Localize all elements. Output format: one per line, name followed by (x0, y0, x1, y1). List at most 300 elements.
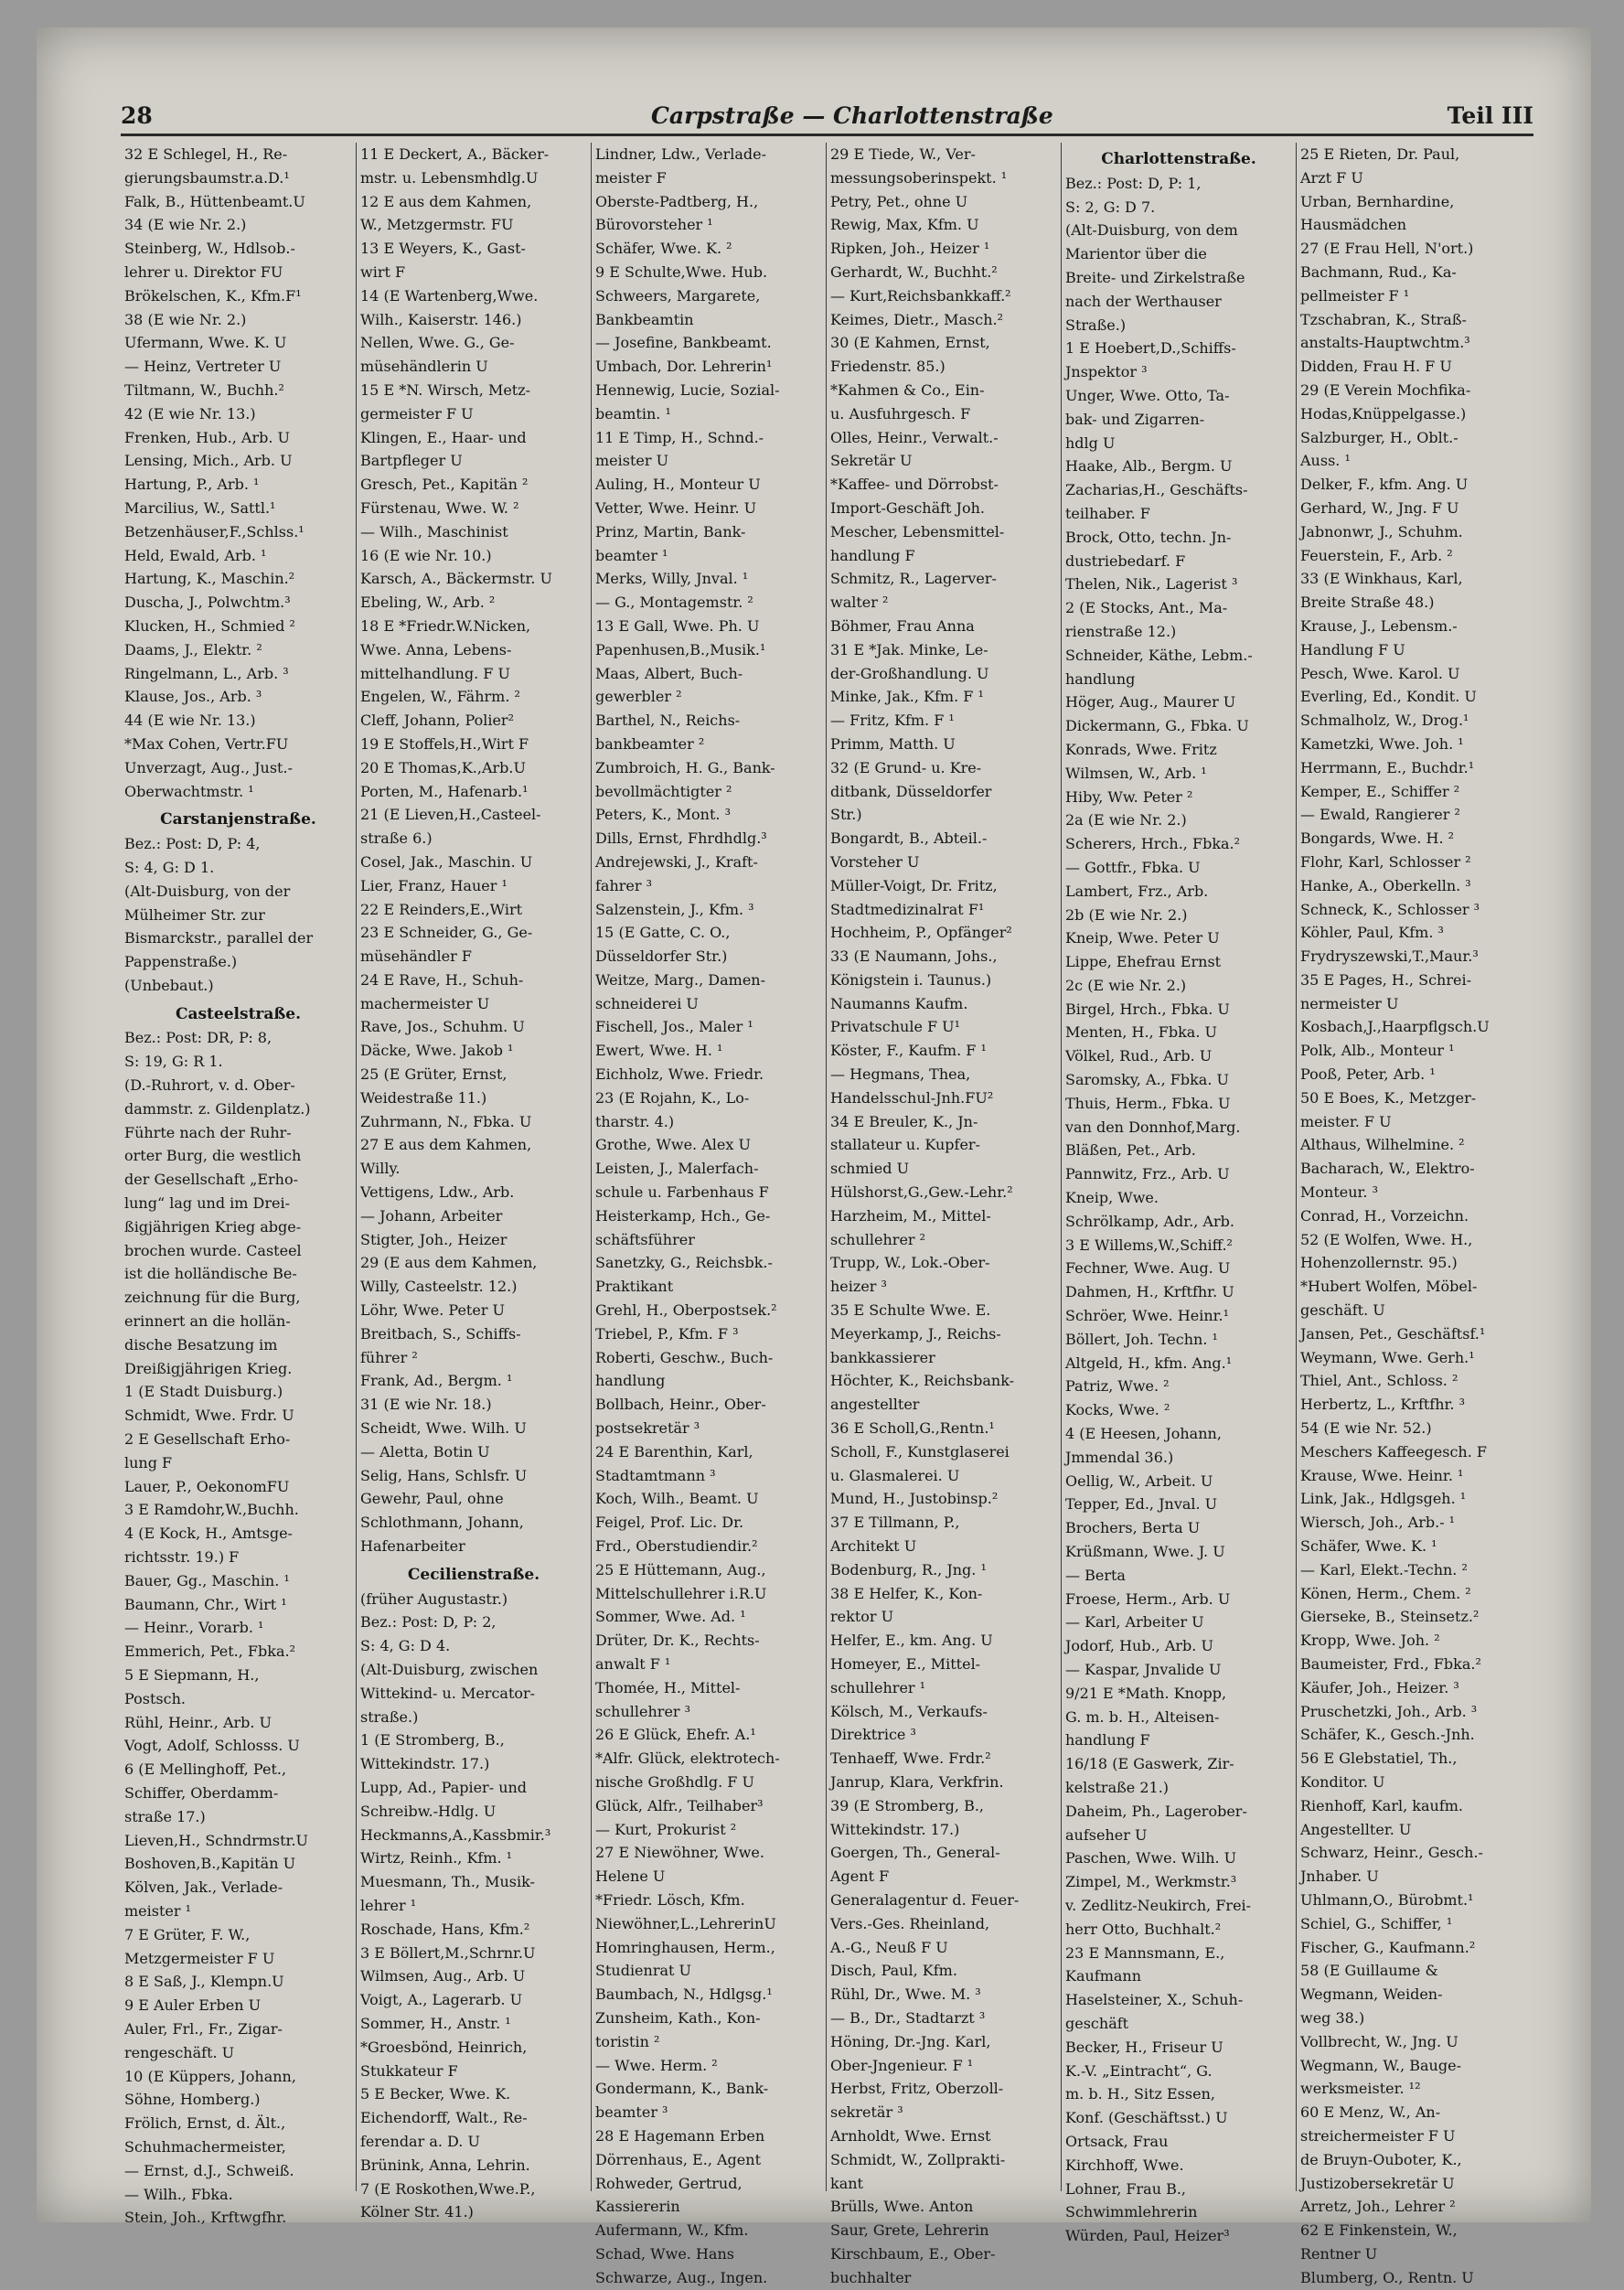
directory-entry: Daams, J., Elektr. ² (124, 640, 262, 658)
directory-entry: 7 (E Roskothen,Wwe.P., (360, 2179, 536, 2198)
directory-entry: Bongardt, B., Abteil.- (830, 829, 988, 848)
directory-entry: (Unbebaut.) (124, 976, 214, 994)
directory-entry: Wwe. Anna, Lebens- (360, 640, 512, 658)
directory-entry: Vollbrecht, W., Jng. U (1300, 2032, 1458, 2050)
directory-entry: Gondermann, K., Bank- (595, 2080, 769, 2098)
directory-entry: Straße.) (1065, 316, 1127, 334)
directory-entry: streichermeister F U (1300, 2126, 1456, 2145)
directory-entry: Hennewig, Lucie, Sozial- (595, 380, 780, 399)
directory-entry: Willy, Casteelstr. 12.) (360, 1278, 518, 1296)
directory-entry: meister ¹ (124, 1901, 192, 1920)
directory-entry: teilhaber. F (1065, 504, 1150, 522)
directory-entry: Bez.: Post: DR, P: 8, (124, 1029, 272, 1047)
directory-entry: Ringelmann, L., Arb. ³ (124, 664, 289, 682)
directory-entry: Str.) (830, 806, 862, 824)
directory-entry: 1 E Hoebert,D.,Schiffs- (1065, 339, 1236, 358)
directory-entry: 29 (E aus dem Kahmen, (360, 1254, 538, 1272)
directory-entry: (Alt-Duisburg, von der (124, 882, 291, 900)
directory-entry: 22 E Reinders,E.,Wirt (360, 900, 523, 918)
directory-entry: beamter ³ (595, 2103, 668, 2122)
directory-entry: Eichendorff, Walt., Re- (360, 2109, 528, 2127)
directory-entry: 8 E Saß, J., Klempn.U (124, 1973, 284, 1991)
directory-entry: — Karl, Arbeiter U (1065, 1613, 1204, 1632)
directory-entry: Schad, Wwe. Hans (595, 2244, 734, 2263)
page-number: 28 (121, 102, 153, 129)
directory-entry: Merks, Willy, Jnval. ¹ (595, 570, 749, 588)
directory-entry: 16/18 (E Gaswerk, Zir- (1065, 1755, 1234, 1773)
directory-entry: müsehändlerin U (360, 358, 488, 376)
directory-entry: Schreibw.-Hdlg. U (360, 1802, 497, 1820)
directory-entry: Meyerkamp, J., Reichs- (830, 1324, 1001, 1343)
directory-entry: Marcilius, W., Sattl.¹ (124, 498, 276, 517)
directory-entry: 24 E Rave, H., Schuh- (360, 970, 524, 989)
column-3 (591, 143, 826, 2286)
directory-entry: straße.) (360, 1707, 419, 1726)
directory-entry: Schäfer, K., Gesch.-Jnh. (1300, 1726, 1475, 1744)
directory-entry: Rühl, Heinr., Arb. U (124, 1713, 272, 1731)
directory-entry: 25 (E Grüter, Ernst, (360, 1065, 508, 1084)
directory-entry: Flohr, Karl, Schlosser ² (1300, 852, 1471, 871)
directory-entry: — G., Montagemstr. ² (595, 594, 753, 612)
directory-entry: S: 4, G: D 1. (124, 858, 215, 876)
directory-entry: Vers.-Ges. Rheinland, (830, 1914, 990, 1932)
directory-entry: Arzt F U (1300, 168, 1363, 187)
directory-entry: Karsch, A., Bäckermstr. U (360, 570, 553, 588)
directory-entry: Umbach, Dor. Lehrerin¹ (595, 358, 773, 376)
directory-entry: Baumeister, Frd., Fbka.² (1300, 1655, 1481, 1673)
directory-entry: Salzburger, H., Oblt.- (1300, 428, 1458, 446)
directory-entry: Ober-Jngenieur. F ¹ (830, 2056, 974, 2074)
directory-entry: Delker, F., kfm. Ang. U (1300, 476, 1469, 494)
directory-entry: Schwimmlehrerin (1065, 2203, 1198, 2221)
directory-entry: Tzschabran, K., Straß- (1300, 310, 1467, 328)
street-heading: Casteelstraße. (175, 1004, 302, 1023)
directory-entry: Schröer, Wwe. Heinr.¹ (1065, 1307, 1230, 1325)
directory-entry: Kölven, Jak., Verlade- (124, 1878, 283, 1897)
directory-entry: Janrup, Klara, Verkfrin. (830, 1772, 1004, 1791)
directory-entry: Kirchhoff, Wwe. (1065, 2156, 1184, 2174)
directory-entry: Fischell, Jos., Maler ¹ (595, 1018, 753, 1036)
directory-entry: 2a (E wie Nr. 2.) (1065, 811, 1187, 829)
directory-entry: (früher Augustastr.) (360, 1589, 508, 1608)
directory-entry: Konf. (Geschäftsst.) U (1065, 2109, 1228, 2127)
directory-entry: *Max Cohen, Vertr.FU (124, 734, 289, 753)
directory-entry: Heisterkamp, Hch., Ge- (595, 1206, 771, 1225)
directory-entry: 33 (E Naumann, Johs., (830, 947, 998, 966)
directory-entry: Hiby, Ww. Peter ² (1065, 787, 1193, 806)
directory-entry: van den Donnhof,Marg. (1065, 1118, 1241, 1136)
directory-entry: 9/21 E *Math. Knopp, (1065, 1684, 1227, 1702)
directory-entry: Barthel, N., Reichs- (595, 712, 741, 730)
directory-entry: Mescher, Lebensmittel- (830, 522, 1005, 540)
directory-entry: Cosel, Jak., Maschin. U (360, 852, 533, 871)
column-2 (356, 143, 591, 2221)
directory-entry: 2 E Gesellschaft Erho- (124, 1430, 291, 1449)
directory-entry: Privatschule F U¹ (830, 1018, 961, 1036)
directory-entry: 2b (E wie Nr. 2.) (1065, 905, 1188, 924)
directory-entry: Wilh., Kaiserstr. 146.) (360, 310, 522, 328)
directory-entry: Gresch, Pet., Kapitän ² (360, 476, 529, 494)
directory-entry: — Ernst, d.J., Schweiß. (124, 2161, 294, 2179)
directory-entry: Vogt, Adolf, Schlosss. U (124, 1737, 300, 1755)
directory-entry: Justizobersekretär U (1300, 2174, 1455, 2192)
directory-entry: Auling, H., Monteur U (595, 476, 761, 494)
directory-entry: Schmidt, W., Zollprakti- (830, 2150, 1006, 2168)
directory-entry: 58 (E Guillaume & (1300, 1962, 1438, 1980)
directory-entry: Saromsky, A., Fbka. U (1065, 1071, 1229, 1089)
directory-entry: orter Burg, die westlich (124, 1147, 302, 1165)
directory-entry: 15 (E Gatte, C. O., (595, 924, 731, 942)
directory-entry: kant (830, 2174, 863, 2192)
directory-entry: G. m. b. H., Alteisen- (1065, 1707, 1220, 1726)
directory-entry: Frölich, Ernst, d. Ält., (124, 2114, 286, 2133)
directory-entry: Zimpel, M., Werkmstr.³ (1065, 1873, 1237, 1891)
directory-entry: 26 E Glück, Ehefr. A.¹ (595, 1726, 756, 1744)
directory-entry: Friedenstr. 85.) (830, 358, 946, 376)
directory-entry: 20 E Thomas,K.,Arb.U (360, 758, 526, 776)
directory-entry: — Fritz, Kfm. F ¹ (830, 712, 955, 730)
directory-entry: Didden, Frau H. F U (1300, 358, 1452, 376)
directory-entry: Papenhusen,B.,Musik.¹ (595, 640, 766, 658)
directory-entry: 13 E Weyers, K., Gast- (360, 240, 526, 258)
directory-entry: ditbank, Düsseldorfer (830, 782, 992, 800)
directory-entry: 6 (E Mellinghoff, Pet., (124, 1760, 287, 1779)
directory-entry: Jodorf, Hub., Arb. U (1065, 1637, 1213, 1655)
directory-entry: Bankbeamtin (595, 310, 694, 328)
directory-entry: Bacharach, W., Elektro- (1300, 1160, 1475, 1178)
directory-entry: Jansen, Pet., Geschäftsf.¹ (1300, 1324, 1486, 1343)
directory-entry: Kneip, Wwe. (1065, 1189, 1159, 1207)
directory-entry: Könen, Herm., Chem. ² (1300, 1584, 1471, 1602)
directory-entry: Metzgermeister F U (124, 1949, 275, 1967)
directory-entry: Maas, Albert, Buch- (595, 664, 743, 682)
directory-entry: sekretär ³ (830, 2103, 903, 2122)
directory-entry: — Gottfr., Fbka. U (1065, 858, 1201, 876)
directory-entry: Bartpfleger U (360, 452, 463, 470)
directory-entry: 28 E Hagemann Erben (595, 2126, 765, 2145)
directory-entry: 10 (E Küppers, Johann, (124, 2067, 296, 2085)
directory-entry: Schneck, K., Schlosser ³ (1300, 900, 1480, 918)
directory-entry: Brochers, Berta U (1065, 1519, 1201, 1537)
directory-entry: 36 E Scholl,G.,Rentn.¹ (830, 1419, 995, 1438)
directory-entry: Marientor über die (1065, 245, 1207, 263)
directory-entry: beamtin. ¹ (595, 404, 671, 423)
directory-entry: Wilmsen, Aug., Arb. U (360, 1967, 526, 1985)
directory-entry: Söhne, Homberg.) (124, 2091, 261, 2109)
directory-entry: Konditor. U (1300, 1772, 1385, 1791)
directory-entry: Praktikant (595, 1278, 674, 1296)
directory-entry: Mittelschullehrer i.R.U (595, 1584, 767, 1602)
directory-entry: Eichholz, Wwe. Friedr. (595, 1065, 764, 1084)
directory-entry: 4 (E Heesen, Johann, (1065, 1425, 1222, 1443)
directory-entry: 60 E Menz, W., An- (1300, 2103, 1441, 2122)
directory-entry: — Johann, Arbeiter (360, 1206, 503, 1225)
directory-entry: Kölsch, M., Verkaufs- (830, 1702, 988, 1720)
directory-entry: handlung F (830, 546, 915, 564)
directory-entry: 44 (E wie Nr. 13.) (124, 712, 256, 730)
directory-entry: Jnhaber. U (1300, 1867, 1379, 1886)
directory-entry: Lohner, Frau B., (1065, 2179, 1187, 2198)
directory-entry: Zuhrmann, N., Fbka. U (360, 1112, 532, 1130)
directory-entry: — Kurt, Prokurist ² (595, 1820, 737, 1838)
directory-entry: Tiltmann, W., Buchh.² (124, 380, 284, 399)
directory-entry: Weidestraße 11.) (360, 1088, 487, 1107)
directory-entry: Sommer, H., Anstr. ¹ (360, 2014, 511, 2032)
directory-entry: lung F (124, 1453, 173, 1471)
directory-entry: Altgeld, H., kfm. Ang.¹ (1065, 1354, 1233, 1372)
directory-entry: Birgel, Hrch., Fbka. U (1065, 1000, 1230, 1018)
directory-entry: Schuhmachermeister, (124, 2137, 286, 2156)
directory-entry: Postsch. (124, 1689, 186, 1707)
directory-entry: 50 E Boes, K., Metzger- (1300, 1088, 1477, 1107)
directory-entry: Wiersch, Joh., Arb.- ¹ (1300, 1514, 1456, 1532)
directory-entry: 32 E Schlegel, H., Re- (124, 145, 288, 163)
directory-entry: Konrads, Wwe. Fritz (1065, 740, 1217, 758)
directory-entry: Kropp, Wwe. Joh. ² (1300, 1632, 1440, 1650)
directory-entry: straße 6.) (360, 829, 433, 848)
directory-entry: Fechner, Wwe. Aug. U (1065, 1259, 1231, 1278)
directory-entry: erinnert an die hollän- (124, 1312, 291, 1331)
directory-entry: Andrejewski, J., Kraft- (595, 852, 758, 871)
directory-entry: 38 E Helfer, K., Kon- (830, 1584, 983, 1602)
directory-entry: Frydryszewski,T.,Maur.³ (1300, 947, 1479, 966)
directory-entry: Leisten, J., Malerfach- (595, 1160, 759, 1178)
directory-entry: Kemper, E., Schiffer ² (1300, 782, 1460, 800)
directory-entry: Jabnonwr, J., Schuhm. (1300, 522, 1463, 540)
directory-entry: Oberwachtmstr. ¹ (124, 782, 254, 800)
directory-entry: Trupp, W., Lok.-Ober- (830, 1254, 990, 1272)
directory-entry: Rühl, Dr., Wwe. M. ³ (830, 1985, 981, 2004)
directory-entry: 14 (E Wartenberg,Wwe. (360, 286, 539, 305)
directory-entry: Frank, Ad., Bergm. ¹ (360, 1372, 513, 1390)
directory-entry: Boshoven,B.,Kapitän U (124, 1855, 296, 1873)
directory-entry: Froese, Herm., Arb. U (1065, 1589, 1231, 1608)
column-5 (1061, 143, 1296, 2245)
directory-entry: Oellig, W., Arbeit. U (1065, 1471, 1213, 1490)
directory-entry: Schweers, Margarete, (595, 286, 761, 305)
directory-entry: S: 4, G: D 4. (360, 1637, 451, 1655)
directory-entry: Paschen, Wwe. Wilh. U (1065, 1849, 1237, 1867)
directory-entry: Ufermann, Wwe. K. U (124, 334, 287, 352)
directory-entry: Lieven,H., Schndrmstr.U (124, 1831, 309, 1849)
directory-entry: 54 (E wie Nr. 52.) (1300, 1419, 1432, 1438)
directory-entry: Baumbach, N., Hdlgsg.¹ (595, 1985, 773, 2004)
directory-entry: 2 (E Stocks, Ant., Ma- (1065, 599, 1228, 617)
directory-entry: Lier, Franz, Hauer ¹ (360, 876, 508, 894)
directory-entry: Grehl, H., Oberpostsek.² (595, 1301, 777, 1320)
directory-entry: u. Ausfuhrgesch. F (830, 404, 971, 423)
directory-entry: Daheim, Ph., Lagerober- (1065, 1802, 1247, 1820)
directory-entry: 23 (E Rojahn, K., Lo- (595, 1088, 750, 1107)
directory-entry: W., Metzgermstr. FU (360, 216, 514, 234)
directory-entry: 38 (E wie Nr. 2.) (124, 310, 247, 328)
directory-entry: Rewig, Max, Kfm. U (830, 216, 979, 234)
directory-entry: rengeschäft. U (124, 2043, 235, 2061)
directory-entry: S: 2, G: D 7. (1065, 198, 1156, 216)
directory-entry: meister. F U (1300, 1112, 1392, 1130)
directory-entry: Weitze, Marg., Damen- (595, 970, 766, 989)
column-4 (826, 143, 1061, 2286)
directory-entry: Bürovorsteher ¹ (595, 216, 713, 234)
directory-entry: Höchter, K., Reichsbank- (830, 1372, 1015, 1390)
directory-entry: Sekretär U (830, 452, 913, 470)
directory-entry: 11 E Timp, H., Schnd.- (595, 428, 764, 446)
directory-entry: v. Zedlitz-Neukirch, Frei- (1065, 1896, 1252, 1914)
directory-entry: Lensing, Mich., Arb. U (124, 452, 293, 470)
directory-entry: hdlg U (1065, 433, 1116, 452)
directory-entry: Pooß, Peter, Arb. ¹ (1300, 1065, 1436, 1084)
directory-entry: Mülheimer Str. zur (124, 905, 265, 924)
directory-entry: anstalts-Hauptwchtm.³ (1300, 334, 1470, 352)
directory-entry: Düsseldorfer Str.) (595, 947, 728, 966)
directory-entry: 7 E Grüter, F. W., (124, 1925, 251, 1943)
directory-entry: geschäft (1065, 2014, 1129, 2032)
directory-entry: Fischer, G., Kaufmann.² (1300, 1938, 1476, 1956)
directory-entry: Krause, Wwe. Heinr. ¹ (1300, 1466, 1464, 1484)
directory-entry: nermeister U (1300, 994, 1399, 1012)
directory-entry: 31 E *Jak. Minke, Le- (830, 640, 988, 658)
directory-entry: Monteur. ³ (1300, 1183, 1378, 1202)
directory-columns (121, 143, 1533, 2286)
directory-entry: Wittekind- u. Mercator- (360, 1684, 536, 1702)
directory-entry: Hanke, A., Oberkelln. ³ (1300, 876, 1471, 894)
directory-entry: Stein, Joh., Krftwgfhr. (124, 2209, 287, 2227)
directory-entry: toristin ² (595, 2032, 660, 2050)
directory-entry: Architekt U (830, 1537, 917, 1556)
directory-entry: (D.-Ruhrort, v. d. Ober- (124, 1076, 295, 1095)
page-title: Carpstraße — Charlottenstraße (651, 102, 1053, 129)
directory-entry: rektor U (830, 1608, 894, 1626)
directory-entry: Tepper, Ed., Jnval. U (1065, 1495, 1218, 1514)
directory-entry: Generalagentur d. Feuer- (830, 1890, 1020, 1909)
directory-entry: Höger, Aug., Maurer U (1065, 693, 1236, 712)
directory-entry: Schiffer, Oberdamm- (124, 1783, 279, 1802)
directory-entry: 35 E Schulte Wwe. E. (830, 1301, 991, 1320)
directory-entry: Thuis, Herm., Fbka. U (1065, 1094, 1231, 1112)
directory-entry: Althaus, Wilhelmine. ² (1300, 1136, 1465, 1154)
directory-entry: Hohenzollernstr. 95.) (1300, 1254, 1458, 1272)
directory-entry: Olles, Heinr., Verwalt.- (830, 428, 999, 446)
directory-entry: Lambert, Frz., Arb. (1065, 882, 1209, 900)
directory-entry: führer ² (360, 1348, 418, 1366)
directory-entry: Fürstenau, Wwe. W. ² (360, 498, 519, 517)
directory-entry: Patriz, Wwe. ² (1065, 1377, 1170, 1396)
directory-entry: Prinz, Martin, Bank- (595, 522, 746, 540)
directory-entry: Gerhardt, W., Buchht.² (830, 262, 998, 281)
directory-entry: Löhr, Wwe. Peter U (360, 1301, 506, 1320)
directory-entry: Müller-Voigt, Dr. Fritz, (830, 876, 998, 894)
directory-entry: Bismarckstr., parallel der (124, 929, 314, 947)
directory-entry: 3 E Ramdohr,W.,Buchh. (124, 1501, 299, 1519)
directory-entry: *Alfr. Glück, elektrotech- (595, 1750, 780, 1768)
directory-entry: Frenken, Hub., Arb. U (124, 428, 291, 446)
directory-entry: Uhlmann,O., Bürobmt.¹ (1300, 1890, 1474, 1909)
directory-entry: Goergen, Th., General- (830, 1844, 1000, 1862)
directory-entry: Brock, Otto, techn. Jn- (1065, 528, 1232, 546)
directory-entry: Bongards, Wwe. H. ² (1300, 829, 1455, 848)
directory-entry: Muesmann, Th., Musik- (360, 1873, 535, 1891)
directory-entry: 25 E Rieten, Dr. Paul, (1300, 145, 1460, 163)
directory-entry: 2c (E wie Nr. 2.) (1065, 976, 1187, 994)
directory-entry: Völkel, Rud., Arb. U (1065, 1047, 1213, 1065)
directory-entry: Baumann, Chr., Wirt ¹ (124, 1595, 287, 1613)
directory-entry: Schmidt, Wwe. Frdr. U (124, 1407, 294, 1425)
directory-entry: Käufer, Joh., Heizer. ³ (1300, 1678, 1459, 1696)
directory-entry: Arnholdt, Wwe. Ernst (830, 2126, 991, 2145)
directory-entry: Meschers Kaffeegesch. F (1300, 1442, 1487, 1461)
directory-entry: Zumbroich, H. G., Bank- (595, 758, 775, 776)
directory-entry: Scheidt, Wwe. Wilh. U (360, 1419, 527, 1438)
directory-entry: Rienhoff, Karl, kaufm. (1300, 1796, 1463, 1814)
directory-entry: Köster, F., Kaufm. F ¹ (830, 1042, 987, 1060)
directory-entry: Scherers, Hrch., Fbka.² (1065, 835, 1241, 853)
directory-entry: gierungsbaumstr.a.D.¹ (124, 168, 290, 187)
directory-entry: Pesch, Wwe. Karol. U (1300, 664, 1460, 682)
directory-entry: Höning, Dr.-Jng. Karl, (830, 2032, 991, 2050)
directory-entry: 37 E Tillmann, P., (830, 1514, 960, 1532)
street-heading: Cecilienstraße. (407, 1565, 540, 1584)
directory-entry: Gewehr, Paul, ohne (360, 1490, 504, 1508)
directory-entry: Königstein i. Taunus.) (830, 970, 992, 989)
directory-entry: 3 E Willems,W.,Schiff.² (1065, 1236, 1233, 1254)
directory-entry: werksmeister. ¹² (1300, 2080, 1421, 2098)
directory-entry: Lindner, Ldw., Verlade- (595, 145, 767, 163)
directory-entry: beamter ¹ (595, 546, 668, 564)
directory-entry: Menten, H., Fbka. U (1065, 1023, 1217, 1042)
directory-entry: — Berta (1065, 1566, 1126, 1584)
directory-entry: Willy. (360, 1160, 401, 1178)
directory-entry: Angestellter. U (1300, 1820, 1412, 1838)
directory-entry: Saur, Grete, Lehrerin (830, 2221, 989, 2240)
directory-entry: *Kahmen & Co., Ein- (830, 380, 985, 399)
directory-entry: Hodas,Knüppelgasse.) (1300, 404, 1467, 423)
directory-entry: Däcke, Wwe. Jakob ¹ (360, 1042, 514, 1060)
directory-entry: (Alt-Duisburg, zwischen (360, 1661, 539, 1678)
directory-entry: 1 (E Stadt Duisburg.) (124, 1383, 283, 1401)
directory-entry: Lippe, Ehefrau Ernst (1065, 953, 1222, 971)
directory-entry: 25 E Hüttemann, Aug., (595, 1560, 766, 1578)
directory-entry: Böhmer, Frau Anna (830, 616, 975, 635)
directory-entry: Conrad, H., Vorzeichn. (1300, 1206, 1469, 1225)
directory-entry: Köhler, Paul, Kfm. ³ (1300, 924, 1444, 942)
directory-entry: Sanetzky, G., Reichsbk.- (595, 1254, 773, 1272)
directory-entry: Gerhard, W., Jng. F U (1300, 498, 1459, 517)
directory-entry: Brünink, Anna, Lehrin. (360, 2156, 530, 2174)
directory-entry: Niewöhner,L.,LehrerinU (595, 1914, 776, 1932)
directory-entry: Krause, J., Lebensm.- (1300, 616, 1458, 635)
directory-entry: Bez.: Post: D, P: 1, (1065, 174, 1202, 192)
directory-entry: Triebel, P., Kfm. F ³ (595, 1324, 739, 1343)
street-heading: Charlottenstraße. (1101, 150, 1256, 168)
directory-entry: 31 (E wie Nr. 18.) (360, 1396, 492, 1414)
directory-entry: Kölner Str. 41.) (360, 2203, 474, 2221)
directory-entry: der Gesellschaft „Erho- (124, 1171, 299, 1189)
directory-entry: 3 E Böllert,M.,Schrnr.U (360, 1943, 536, 1962)
directory-entry: u. Glasmalerei. U (830, 1466, 960, 1484)
directory-entry: Böllert, Joh. Techn. ¹ (1065, 1330, 1218, 1348)
directory-entry: — Aletta, Botin U (360, 1442, 490, 1461)
directory-entry: bankbeamter ² (595, 734, 705, 753)
directory-entry: Wirtz, Reinh., Kfm. ¹ (360, 1849, 513, 1867)
directory-entry: Kirschbaum, E., Ober- (830, 2244, 996, 2263)
directory-entry: Klingen, E., Haar- und (360, 428, 527, 446)
directory-entry: 52 (E Wolfen, Wwe. H., (1300, 1230, 1473, 1248)
directory-entry: Ortsack, Frau (1065, 2132, 1169, 2150)
directory-entry: Dickermann, G., Fbka. U (1065, 717, 1249, 735)
directory-entry: 32 (E Grund- u. Kre- (830, 758, 982, 776)
directory-entry: Wilmsen, W., Arb. ¹ (1065, 764, 1207, 782)
directory-entry: meister U (595, 452, 669, 470)
